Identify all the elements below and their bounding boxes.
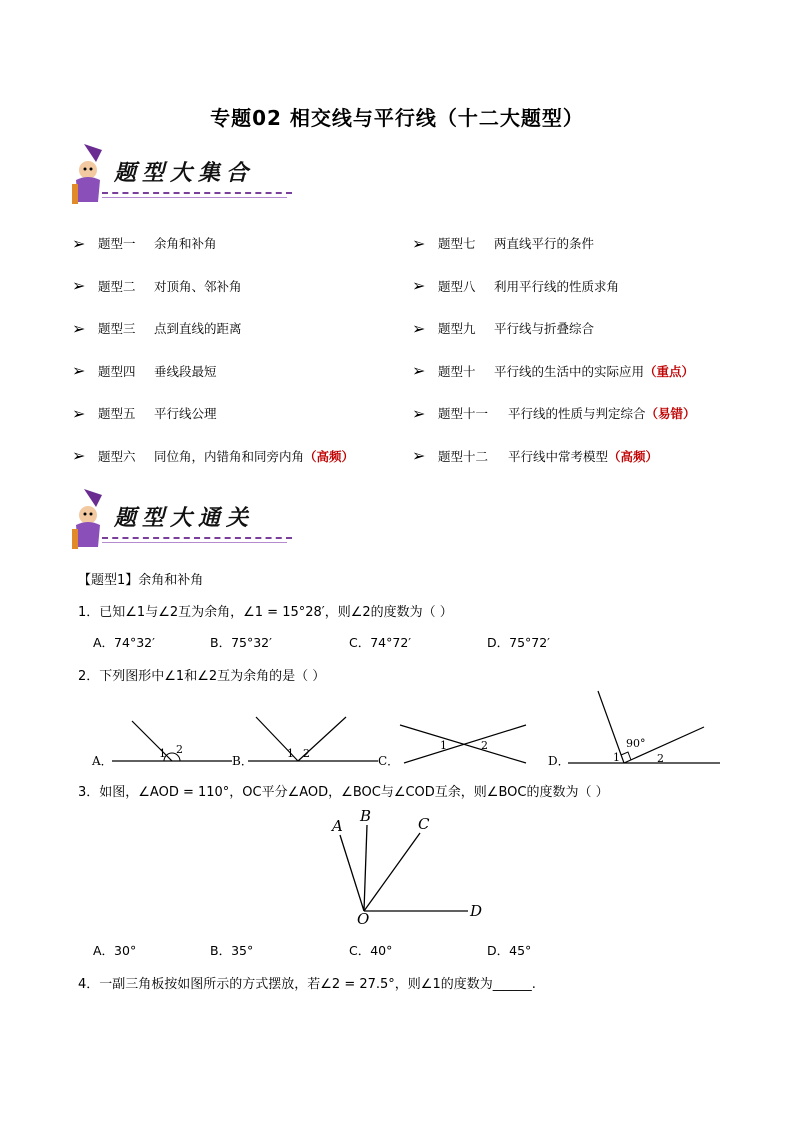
banner-divider [102, 197, 287, 198]
toc-item-tag: （高频） [608, 448, 659, 464]
toc-item-number: 题型十一 [438, 406, 489, 421]
q3-point-a: A [332, 817, 343, 835]
toc-item-number: 题型五 [98, 406, 136, 421]
toc-item-label: 垂线段最短 [154, 363, 217, 379]
toc-item[interactable] [412, 446, 658, 466]
question-1: 1．已知∠1与∠2互为余角，∠1 = 15°28′，则∠2的度数为（ ） [78, 605, 453, 620]
q3-point-o: O [357, 910, 370, 925]
arrow-bullet-icon: ➢ [72, 361, 86, 380]
toc-item-number: 题型十 [438, 363, 476, 379]
toc-item-number: 题型一 [98, 236, 136, 251]
question-4: 4．一副三角板按如图所示的方式摆放，若∠2 = 27.5°，则∠1的度数为______. [78, 977, 536, 992]
q1-option-b[interactable]: B．75°32′ [210, 635, 272, 650]
arrow-bullet-icon: ➢ [412, 276, 426, 295]
toc-item-tag: （易错） [645, 406, 696, 421]
toc-item[interactable] [72, 361, 217, 381]
toc-item[interactable] [412, 361, 694, 381]
toc-item-tag: （重点） [644, 363, 695, 379]
toc-item[interactable] [412, 318, 594, 338]
toc-item[interactable] [72, 446, 354, 466]
toc-item-label: 余角和补角 [154, 236, 217, 251]
q2-d-label-2: 2 [657, 752, 664, 765]
toc-item[interactable] [412, 276, 619, 296]
toc-item-number: 题型七 [438, 236, 476, 251]
q2-option-c-label: C． [378, 754, 400, 768]
q3-point-d: D [470, 902, 483, 920]
toc-item[interactable] [72, 233, 217, 253]
banner-text: 题型大通关 [114, 505, 255, 531]
q1-option-a[interactable]: A．74°32′ [93, 635, 155, 650]
q2-b-label-1: 1 [287, 747, 294, 760]
toc-item-number: 题型八 [438, 278, 476, 294]
arrow-bullet-icon: ➢ [412, 318, 426, 338]
section-heading: 【题型1】余角和补角 [78, 573, 204, 588]
q3-ray-ob [364, 825, 367, 911]
arrow-bullet-icon: ➢ [412, 446, 426, 465]
banner-divider [102, 542, 287, 543]
q2-option-d-label: D． [548, 754, 570, 768]
toc-item-number: 题型十二 [438, 448, 489, 464]
arrow-bullet-icon: ➢ [412, 403, 426, 423]
toc-item-tag: （高频） [304, 448, 355, 464]
toc-item-label: 平行线的性质与判定综合 [508, 406, 646, 421]
toc-item-number: 题型二 [98, 278, 136, 294]
section-banner-practice [62, 485, 302, 555]
q2-d-label-1: 1 [613, 751, 620, 764]
question-3: 3．如图，∠AOD = 110°，OC平分∠AOD，∠BOC与∠COD互余，则∠BOC的度数为（ ） [78, 785, 609, 800]
toc-item[interactable] [72, 403, 217, 423]
q3-option-c[interactable]: C．40° [349, 943, 393, 958]
arrow-bullet-icon: ➢ [72, 446, 86, 465]
q2-a-label-1: 1 [159, 747, 166, 760]
section-banner-collection [62, 140, 302, 210]
toc-item-label: 点到直线的距离 [154, 321, 242, 336]
arrow-bullet-icon: ➢ [72, 318, 86, 338]
banner-divider [102, 537, 292, 539]
q2-b-label-2: 2 [303, 747, 310, 760]
q3-option-d[interactable]: D．45° [487, 943, 532, 958]
q2-figures [80, 685, 780, 785]
toc-item-label: 对顶角、邻补角 [154, 278, 242, 294]
toc-item-number: 题型四 [98, 363, 136, 379]
q2-option-a-label: A． [92, 754, 113, 768]
arrow-bullet-icon: ➢ [412, 361, 426, 380]
q3-ray-oc [364, 833, 420, 911]
q3-point-c: C [418, 815, 430, 833]
q2-option-b-label: B． [232, 754, 253, 768]
wizard-mascot-icon [62, 140, 122, 210]
toc-item-label: 平行线与折叠综合 [494, 321, 595, 336]
q3-ray-oa [340, 835, 364, 911]
arrow-bullet-icon: ➢ [72, 233, 86, 253]
toc-item-label: 利用平行线的性质求角 [494, 278, 620, 294]
banner-text: 题型大集合 [114, 160, 255, 186]
toc-item-number: 题型三 [98, 321, 136, 336]
toc-item-label: 两直线平行的条件 [494, 236, 595, 251]
q1-option-d[interactable]: D．75°72′ [487, 635, 551, 650]
arrow-bullet-icon: ➢ [412, 233, 426, 253]
q2-a-label-2: 2 [176, 743, 183, 756]
q2-c-label-1: 1 [440, 739, 447, 752]
arrow-bullet-icon: ➢ [72, 276, 86, 295]
q3-point-b: B [360, 807, 372, 825]
toc-item-label: 平行线的生活中的实际应用 [494, 363, 645, 379]
q3-option-b[interactable]: B．35° [210, 943, 254, 958]
q2-c-label-2: 2 [481, 739, 488, 752]
q3-figure [322, 805, 522, 925]
q2-d-label-90: 90° [626, 737, 646, 750]
page-title: 专题02 相交线与平行线（十二大题型） [210, 106, 584, 130]
banner-divider [102, 192, 292, 194]
question-2: 2．下列图形中∠1和∠2互为余角的是（ ） [78, 669, 326, 684]
toc-item[interactable] [72, 276, 242, 296]
toc-item[interactable] [412, 233, 594, 253]
toc-item[interactable] [412, 403, 696, 423]
arrow-bullet-icon: ➢ [72, 403, 86, 423]
toc-item-number: 题型六 [98, 448, 136, 464]
toc-item[interactable] [72, 318, 242, 338]
q3-option-a[interactable]: A．30° [93, 943, 137, 958]
toc-item-label: 平行线中常考模型 [508, 448, 609, 464]
wizard-mascot-icon [62, 485, 122, 555]
q1-option-c[interactable]: C．74°72′ [349, 635, 412, 650]
toc-item-number: 题型九 [438, 321, 476, 336]
toc-item-label: 平行线公理 [154, 406, 217, 421]
q2-d-ray-steep [598, 691, 624, 763]
toc-item-label: 同位角，内错角和同旁内角 [154, 448, 305, 464]
